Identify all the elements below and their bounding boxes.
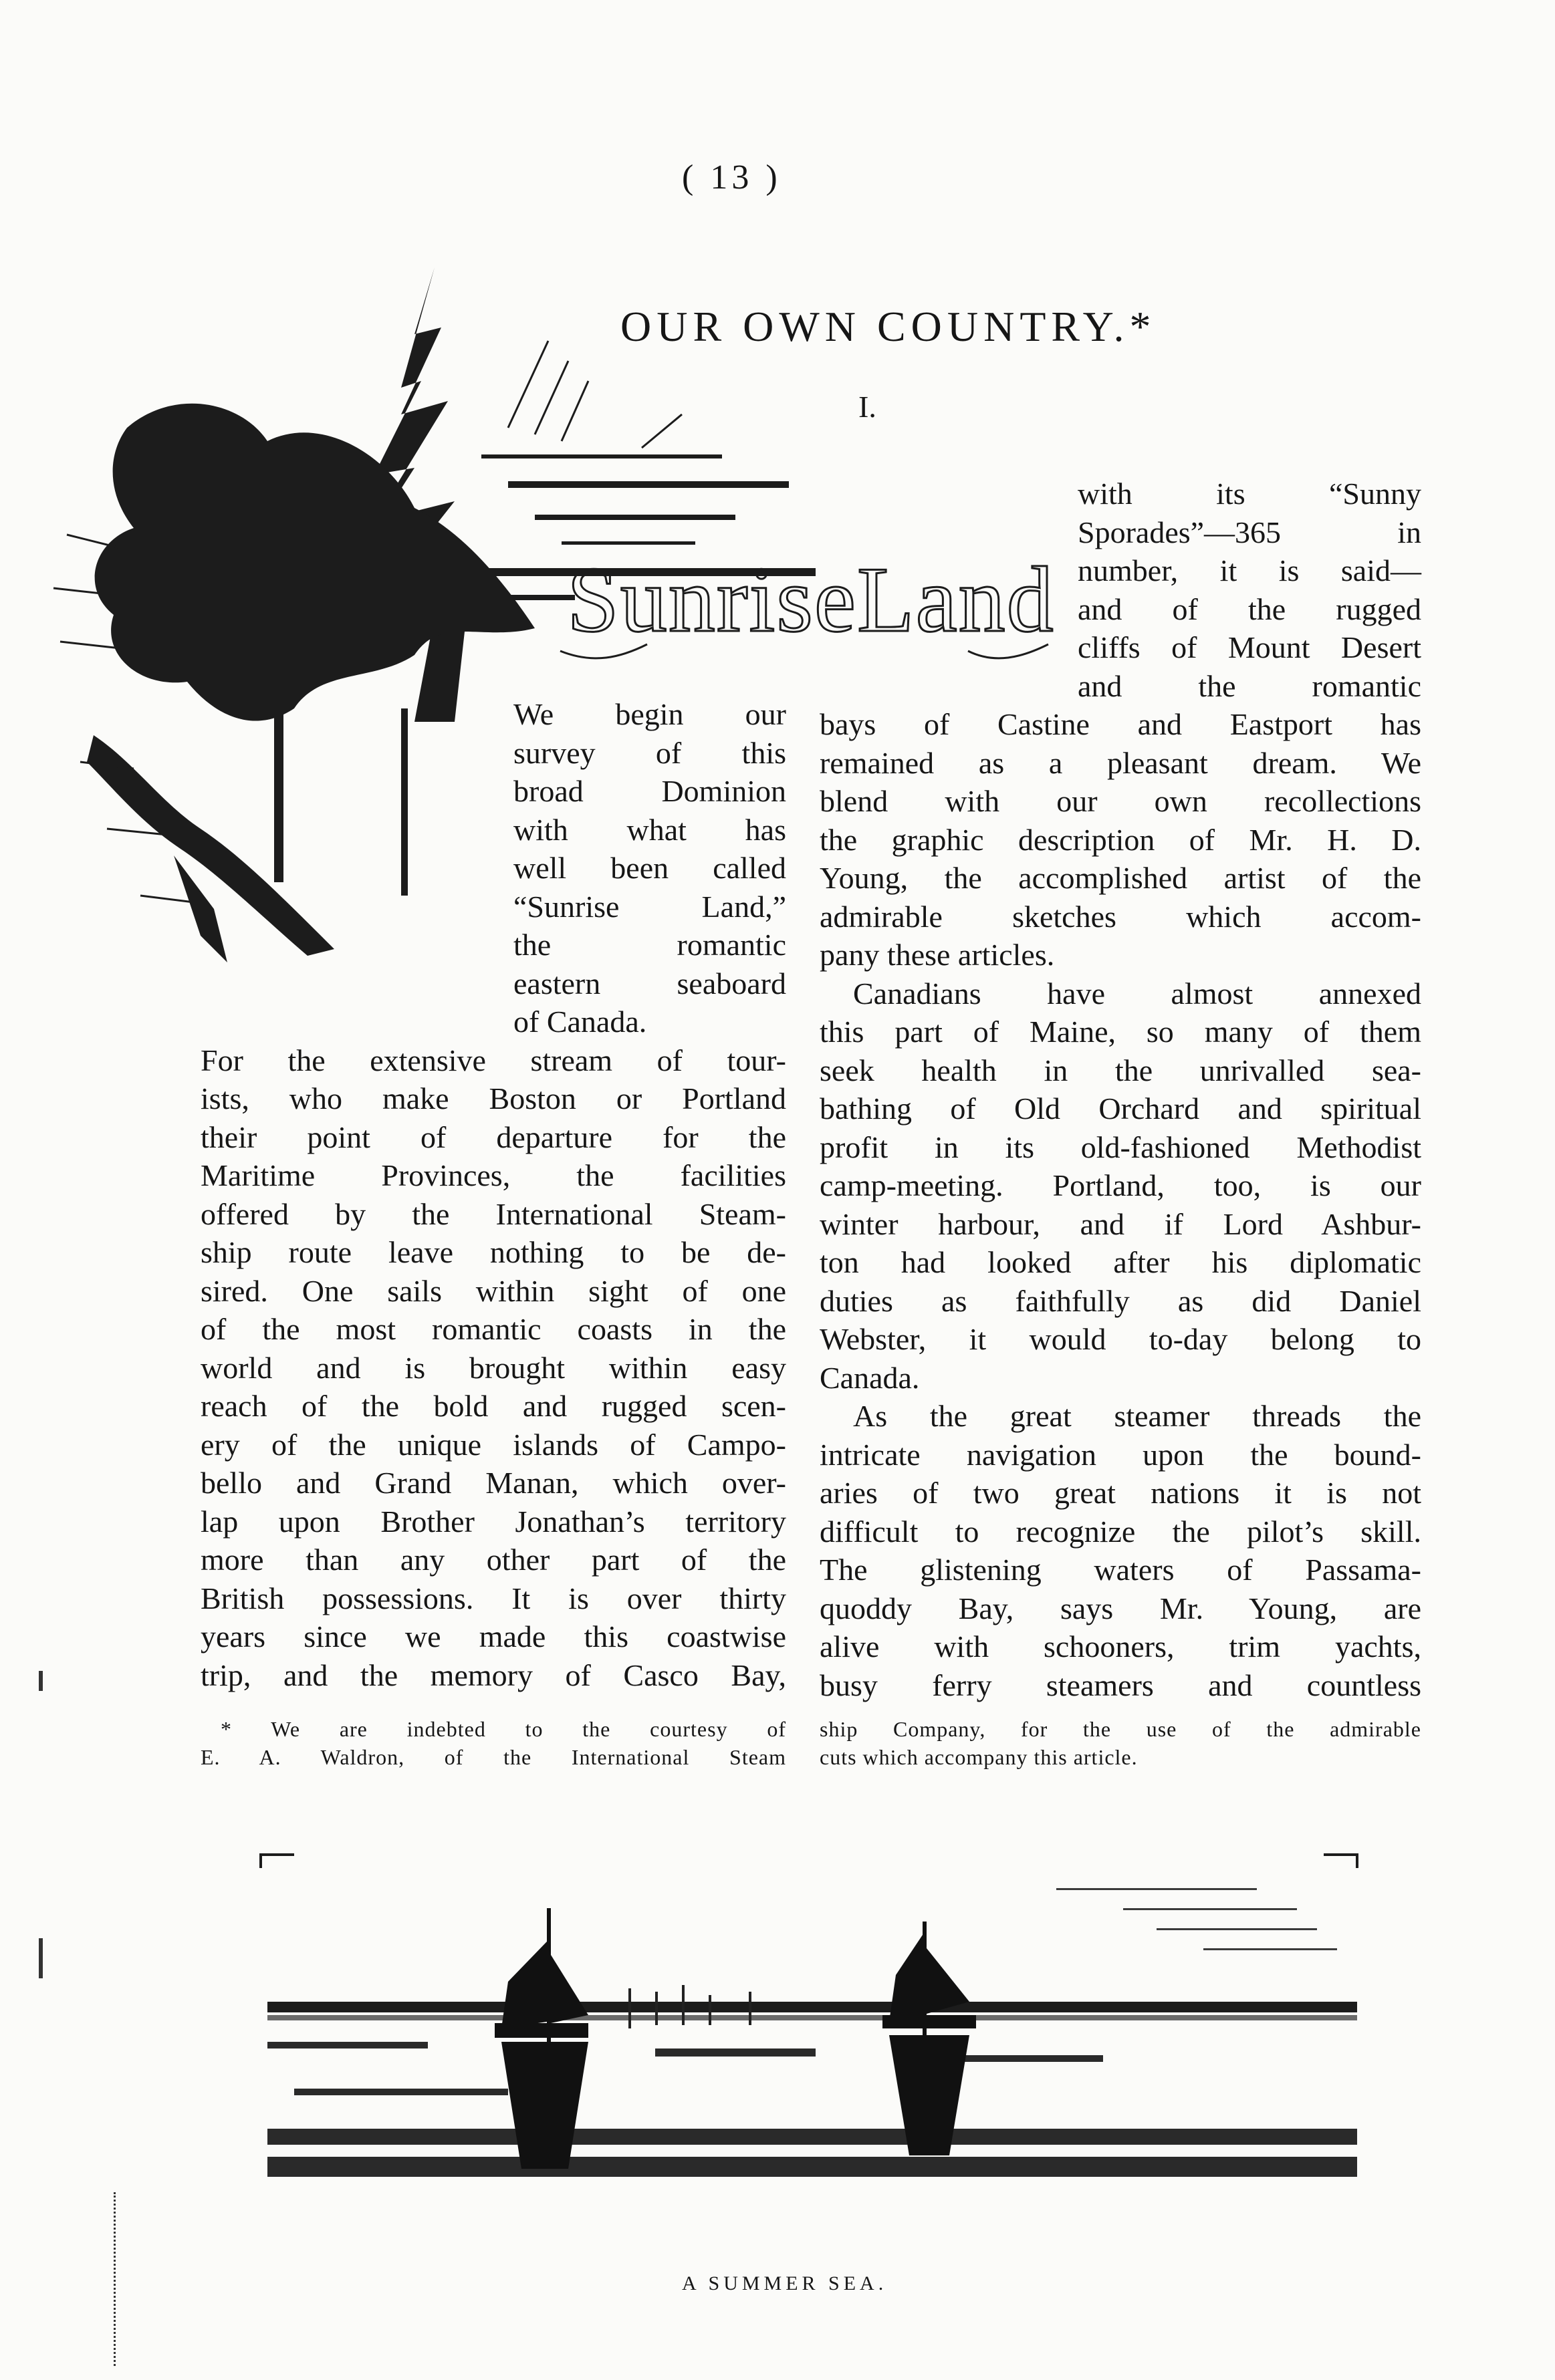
text-line: alive with schooners, trim yachts, bbox=[820, 1629, 1421, 1664]
text-line: offered by the International Steam- bbox=[201, 1196, 786, 1231]
text-line: and of the rugged bbox=[1078, 591, 1421, 626]
text-line: Maritime Provinces, the facilities bbox=[201, 1158, 786, 1192]
text-line: bello and Grand Manan, which over- bbox=[201, 1466, 786, 1500]
text-line: Sporades”—365 in bbox=[1078, 515, 1421, 549]
text-line: blend with our own recollections bbox=[820, 784, 1421, 818]
text-line: duties as faithfully as did Daniel bbox=[820, 1283, 1421, 1318]
article-title: OUR OWN COUNTRY.* bbox=[620, 303, 1157, 350]
text-line: eastern seaboard bbox=[513, 966, 786, 1001]
text-line: “Sunrise Land,” bbox=[513, 889, 786, 924]
summer-sea-illustration bbox=[254, 1848, 1364, 2182]
text-line: profit in its old-fashioned Methodist bbox=[820, 1130, 1421, 1164]
text-line: their point of departure for the bbox=[201, 1119, 786, 1154]
margin-mark bbox=[114, 2192, 121, 2366]
text-line: aries of two great nations it is not bbox=[820, 1476, 1421, 1510]
footnote-left bbox=[201, 1715, 786, 1771]
text-line: We begin our bbox=[513, 697, 786, 731]
text-line: winter harbour, and if Lord Ashbur- bbox=[820, 1206, 1421, 1241]
text-line: of Canada. bbox=[513, 1005, 647, 1039]
margin-mark bbox=[39, 1671, 52, 1691]
margin-mark bbox=[39, 1938, 52, 1978]
text-line: trip, and the memory of Casco Bay, bbox=[201, 1658, 786, 1692]
text-line: admirable sketches which accom- bbox=[820, 899, 1421, 934]
text-line: number, it is said— bbox=[1078, 553, 1421, 587]
text-line: seek health in the unrivalled sea- bbox=[820, 1053, 1421, 1087]
text-line: ists, who make Boston or Portland bbox=[201, 1081, 786, 1115]
text-line: Canada. bbox=[820, 1360, 920, 1395]
text-line: world and is brought within easy bbox=[201, 1350, 786, 1385]
page-number: ( 13 ) bbox=[682, 158, 782, 196]
text-line: Canadians have almost annexed bbox=[853, 976, 1421, 1011]
text-line: reach of the bold and rugged scen- bbox=[201, 1389, 786, 1423]
wrapped-intro bbox=[820, 475, 1421, 705]
illustration-caption: A SUMMER SEA. bbox=[682, 2272, 888, 2294]
footnote-line: * We are indebted to the courtesy of bbox=[221, 1717, 786, 1741]
text-line: ton had looked after his diplomatic bbox=[820, 1245, 1421, 1279]
text-line: ship route leave nothing to be de- bbox=[201, 1235, 786, 1269]
drop-intro bbox=[201, 695, 786, 1041]
text-line: with what has bbox=[513, 812, 786, 847]
text-line: British possessions. It is over thirty bbox=[201, 1581, 786, 1615]
ornate-heading-text: SunriseLand bbox=[567, 551, 1055, 652]
text-line: quoddy Bay, says Mr. Young, are bbox=[820, 1591, 1421, 1625]
text-line: difficult to recognize the pilot’s skill. bbox=[820, 1514, 1421, 1549]
text-line: more than any other part of the bbox=[201, 1543, 786, 1577]
footnote-line: cuts which accompany this article. bbox=[820, 1745, 1138, 1769]
text-line: cliffs of Mount Desert bbox=[1078, 630, 1421, 664]
text-line: Webster, it would to-day belong to bbox=[820, 1322, 1421, 1356]
left-column bbox=[201, 695, 786, 1694]
section-number: I. bbox=[858, 390, 876, 424]
text-line: bays of Castine and Eastport has bbox=[820, 707, 1421, 741]
text-line: bathing of Old Orchard and spiritual bbox=[820, 1091, 1421, 1126]
text-line: ery of the unique islands of Campo- bbox=[201, 1427, 786, 1462]
text-line: remained as a pleasant dream. We bbox=[820, 745, 1421, 780]
text-line: this part of Maine, so many of them bbox=[820, 1015, 1421, 1049]
footnote-line: E. A. Waldron, of the International Steam bbox=[201, 1745, 786, 1769]
text-line: with its “Sunny bbox=[1078, 477, 1421, 511]
text-line: years since we made this coastwise bbox=[201, 1619, 786, 1654]
text-line: As the great steamer threads the bbox=[853, 1399, 1421, 1433]
right-column bbox=[820, 475, 1421, 1704]
text-line: The glistening waters of Passama- bbox=[820, 1553, 1421, 1587]
text-line: and the romantic bbox=[1078, 668, 1421, 703]
text-line: broad Dominion bbox=[513, 774, 786, 808]
text-line: of the most romantic coasts in the bbox=[201, 1312, 786, 1346]
text-line: intricate navigation upon the bound- bbox=[820, 1437, 1421, 1472]
footnote-line: ship Company, for the use of the admirable bbox=[820, 1717, 1421, 1741]
text-line: survey of this bbox=[513, 735, 786, 770]
text-line: Young, the accomplished artist of the bbox=[820, 861, 1421, 895]
text-line: the graphic description of Mr. H. D. bbox=[820, 822, 1421, 857]
text-line: lap upon Brother Jonathan’s territory bbox=[201, 1504, 786, 1539]
text-line: well been called bbox=[513, 851, 786, 885]
footnote-right bbox=[820, 1715, 1421, 1771]
text-line: camp-meeting. Portland, too, is our bbox=[820, 1168, 1421, 1202]
text-line: For the extensive stream of tour- bbox=[201, 1043, 786, 1077]
text-line: sired. One sails within sight of one bbox=[201, 1273, 786, 1308]
text-line: busy ferry steamers and countless bbox=[820, 1668, 1421, 1702]
text-line: the romantic bbox=[513, 928, 786, 962]
text-line: pany these articles. bbox=[820, 938, 1055, 972]
